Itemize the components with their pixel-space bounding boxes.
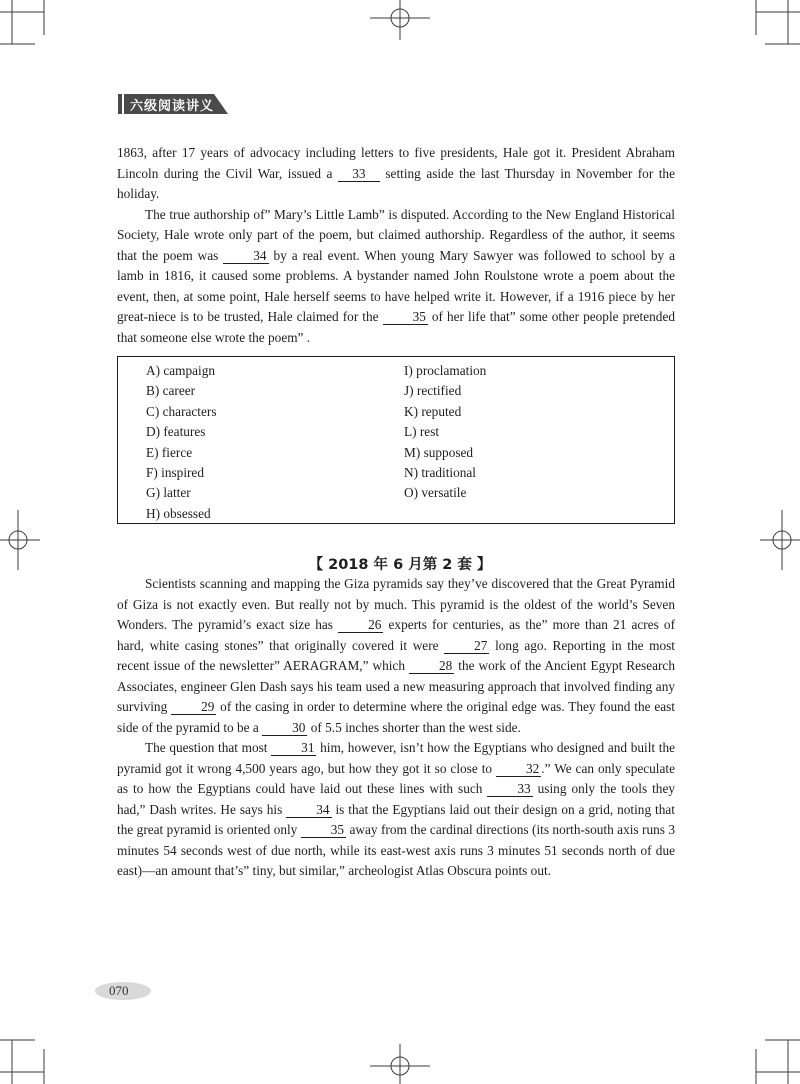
text-run: away from the cardinal directions (its north-south axis runs 3 minutes 54 seconds west of due north, while its east-west axis runs 3 minutes 51 seconds north of due east)—an amount that’s” tiny, but similar,” archeologist Atlas Obscura points out. bbox=[117, 822, 675, 878]
word-bank-right-column bbox=[404, 361, 486, 504]
word-bank-option: M) supposed bbox=[404, 444, 474, 460]
text-run: of her life that” some other people pretended that someone else wrote the poem” . bbox=[117, 309, 675, 345]
word-bank-option: I) proclamation bbox=[404, 363, 487, 378]
word-bank-option: D) features bbox=[146, 424, 206, 440]
text-run: using only the tools they had,” Dash writes. He says his bbox=[117, 781, 675, 817]
word-bank-option: H) obsessed bbox=[146, 505, 211, 521]
word-bank-box bbox=[117, 356, 675, 524]
page-number: 070 bbox=[109, 983, 129, 998]
text-run: is that the Egyptians laid out their design on a grid, noting that the great pyramid is oriented only bbox=[117, 801, 675, 837]
text-run: the work of the Ancient Egypt Research Associates, engineer Glen Dash says his team used a new measuring approach that involved finding any surviving bbox=[117, 658, 675, 714]
page-number-badge bbox=[95, 980, 151, 1002]
text-run: The question that most bbox=[145, 740, 272, 755]
text-run: setting aside the last Thursday in November for the holiday. bbox=[117, 165, 675, 201]
answer-blank: 33 bbox=[338, 167, 380, 182]
word-bank-option: K) reputed bbox=[404, 403, 462, 419]
word-bank-option: G) latter bbox=[146, 485, 191, 501]
header-label: 六级阅读讲义 bbox=[130, 99, 215, 114]
passage-two bbox=[117, 574, 675, 882]
answer-blank: 33 bbox=[487, 782, 532, 797]
text-run: The true authorship of” Mary’s Little Lamb” is disputed. According to the New England Historical Society, Hale wrote only part of the poem, but claimed authorship. Regardless of the author, it seems that the poem was bbox=[117, 206, 675, 263]
word-bank-option: B) career bbox=[146, 383, 196, 399]
answer-blank: 34 bbox=[223, 249, 268, 264]
word-bank-option: E) fierce bbox=[146, 444, 193, 460]
answer-blank: 27 bbox=[444, 639, 489, 654]
answer-blank: 35 bbox=[301, 823, 346, 838]
text-run: him, however, isn’t how the Egyptians who designed and built the pyramid got it wrong 4,500 years ago, but how they got it so close to bbox=[117, 740, 675, 776]
word-bank-option: A) campaign bbox=[146, 363, 216, 378]
answer-blank: 32 bbox=[496, 762, 541, 777]
paragraph bbox=[117, 574, 675, 738]
text-run: of the casing in order to determine where the original edge was. They found the east side of the pyramid to be a bbox=[117, 699, 675, 735]
answer-blank: 26 bbox=[338, 618, 383, 633]
word-bank-left-column bbox=[146, 361, 217, 524]
word-bank-option: N) traditional bbox=[404, 465, 477, 481]
paragraph bbox=[117, 205, 675, 349]
answer-blank: 34 bbox=[286, 803, 331, 818]
text-run: long ago. Reporting in the most recent issue of the newsletter” AERAGRAM,” which bbox=[117, 637, 675, 673]
text-run: of 5.5 inches shorter than the west side. bbox=[307, 719, 521, 735]
passage-one bbox=[117, 143, 675, 348]
word-bank-option: O) versatile bbox=[404, 485, 467, 501]
section-header-tab bbox=[118, 94, 230, 114]
text-run: .” We can only speculate as to how the Egyptians could have laid out these lines with such bbox=[117, 760, 675, 796]
text-run: Scientists scanning and mapping the Giza pyramids say they’ve discovered that the Great Pyramid of Giza is not exactly even. But really not by much. This pyramid is the oldest of the world’s Seven Wonders. The pyramid’s exact size has bbox=[117, 576, 675, 632]
answer-blank: 28 bbox=[409, 659, 454, 674]
word-bank-option: J) rectified bbox=[404, 383, 462, 399]
answer-blank: 35 bbox=[383, 310, 428, 325]
paragraph bbox=[117, 143, 675, 205]
answer-blank: 31 bbox=[271, 741, 316, 756]
text-run: by a real event. When young Mary Sawyer was followed to school by a lamb in 1816, it caused some problems. A bystander named John Roulstone wrote a poem about the event, then, at some point, Hale herself seems to have helped write it. However, if a 1916 piece by her great-niece is to be trusted, Hale claimed for the bbox=[117, 247, 675, 324]
word-bank-option: L) rest bbox=[404, 424, 440, 440]
text-run: 1863, after 17 years of advocacy including letters to five presidents, Hale got it. President Abraham Lincoln during the Civil War, issued a bbox=[117, 145, 675, 181]
section-title: 【 2018 年 6 月第 2 套 】 bbox=[308, 557, 492, 573]
answer-blank: 30 bbox=[262, 721, 307, 736]
word-bank-option: C) characters bbox=[146, 403, 217, 419]
paragraph bbox=[117, 738, 675, 882]
word-bank-option: F) inspired bbox=[146, 465, 204, 481]
answer-blank: 29 bbox=[171, 700, 216, 715]
text-run: experts for centuries, as the” more than 21 acres of hard, white casing stones” that originally covered it were bbox=[117, 617, 675, 653]
